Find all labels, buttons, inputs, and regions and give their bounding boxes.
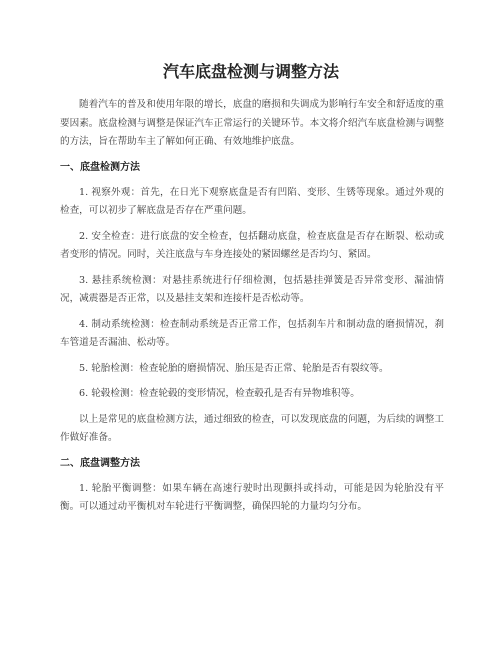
detection-item: 3. 悬挂系统检测：对悬挂系统进行仔细检测，包括悬挂弹簧是否异常变形、漏油情况，减震器是否正常，以及悬挂支架和连接杆是否松动等。 xyxy=(60,274,444,304)
detection-item: 2. 安全检查：进行底盘的安全检查，包括翻动底盘，检查底盘是否存在断裂、松动或者变形的情况。同时，关注底盘与车身连接处的紧固螺丝是否均匀、紧固。 xyxy=(60,230,444,260)
detection-item: 6. 轮毂检测：检查轮毂的变形情况，检查毂孔是否有异物堆积等。 xyxy=(79,388,360,399)
detection-item: 5. 轮胎检测：检查轮胎的磨损情况、胎压是否正常、轮胎是否有裂纹等。 xyxy=(79,362,389,374)
detection-item: 4. 制动系统检测：检查制动系统是否正常工作，包括刹车片和制动盘的磨损情况，刹车管道是否漏油、松动等。 xyxy=(60,318,444,348)
section-heading-adjustment: 二、底盘调整方法 xyxy=(60,457,140,469)
detection-item: 1. 视察外观：首先，在日光下观察底盘是否有凹陷、变形、生锈等现象。通过外观的检查，可以初步了解底盘是否存在严重问题。 xyxy=(60,186,444,216)
intro-paragraph: 随着汽车的普及和使用年限的增长，底盘的磨损和失调成为影响行车安全和舒适度的重要因素。底盘检测与调整是保证汽车正常运行的关键环节。本文将介绍汽车底盘检测与调整的方法，旨在帮助车主了解如何正确、有效地维护底盘。 xyxy=(60,99,444,147)
detection-summary: 以上是常见的底盘检测方法，通过细致的检查，可以发现底盘的问题，为后续的调整工作做好准备。 xyxy=(60,413,444,443)
document-body xyxy=(60,96,444,524)
section-heading-detection: 一、底盘检测方法 xyxy=(60,161,140,173)
adjustment-item: 1. 轮胎平衡调整：如果车辆在高速行驶时出现颤抖或抖动，可能是因为轮胎没有平衡。可以通过动平衡机对车轮进行平衡调整，确保四轮的力量均匀分布。 xyxy=(60,482,444,512)
document-title: 汽车底盘检测与调整方法 xyxy=(162,62,339,81)
